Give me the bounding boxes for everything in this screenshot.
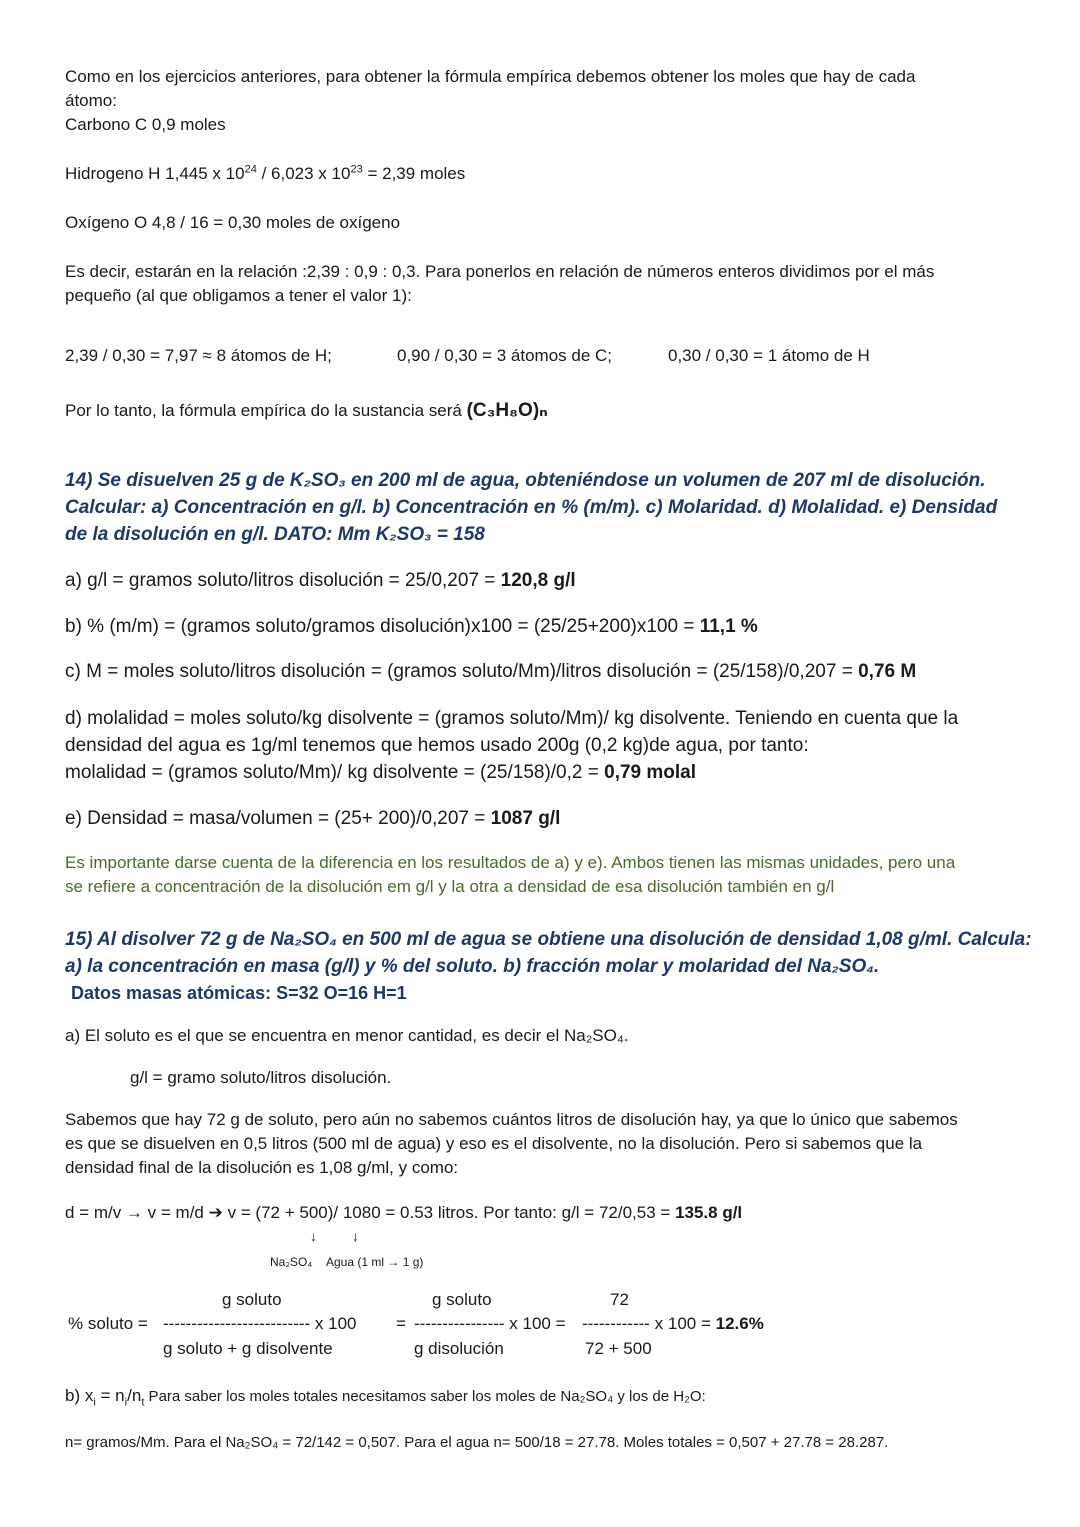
- fraction-3-numerator: 72: [610, 1290, 629, 1309]
- ex14-note-2: se refiere a concentración de la disolución em g/l y la otra a densidad de esa disolución también en g/l: [65, 877, 835, 896]
- ex14-title-3: de la disolución en g/l. DATO: Mm K₂SO₃ = 158: [65, 524, 485, 545]
- fraction-3-denominator: 72 + 500: [585, 1339, 652, 1358]
- label-na2so4: Na₂SO₄: [270, 1255, 313, 1269]
- equals-sign: =: [396, 1314, 406, 1333]
- fraction-1-numerator: g soluto: [222, 1290, 282, 1309]
- fraction-1-denominator: g soluto + g disolvente: [163, 1339, 333, 1358]
- arrow-down-icon: ↓: [352, 1228, 359, 1244]
- ex15-answer-a: a) El soluto es el que se encuentra en menor cantidad, es decir el Na₂SO₄.: [65, 1026, 629, 1045]
- empirical-formula: (C₃H₈O)ₙ: [466, 400, 548, 421]
- division-h: 2,39 / 0,30 = 7,97 ≈ 8 átomos de H;: [65, 346, 332, 365]
- ex14-note-1: Es importante darse cuenta de la diferencia en los resultados de a) y e). Ambos tienen las mismas unidades, pero una: [65, 853, 956, 872]
- division-o: 0,30 / 0,30 = 1 átomo de H: [668, 346, 870, 365]
- moles-line: n= gramos/Mm. Para el Na₂SO₄ = 72/142 = 0,507. Para el agua n= 500/18 = 27.78. Moles totales = 0,507 + 27.78 = 28.287.: [65, 1434, 889, 1451]
- relacion-line-1: Es decir, estarán en la relación :2,39 : 0,9 : 0,3. Para ponerlos en relación de números enteros dividimos por el más: [65, 262, 935, 281]
- ex14-answer-b: b) % (m/m) = (gramos soluto/gramos disolución)x100 = (25/25+200)x100 = 11,1 %: [65, 616, 758, 637]
- fraction-2-line: ---------------- x 100 =: [414, 1314, 566, 1333]
- fraction-1-line: -------------------------- x 100: [163, 1314, 357, 1333]
- oxigeno-line: Oxígeno O 4,8 / 16 = 0,30 moles de oxígeno: [65, 213, 401, 232]
- ex15-title-2: a) la concentración en masa (g/l) y % del soluto. b) fracción molar y molaridad del Na₂SO₄.: [65, 956, 880, 977]
- percent-soluto-label: % soluto =: [68, 1314, 148, 1333]
- ex14-answer-d-1: d) molalidad = moles soluto/kg disolvente = (gramos soluto/Mm)/ kg disolvente. Teniendo en cuenta que la: [65, 708, 959, 729]
- ex15-paragraph-3: densidad final de la disolución es 1,08 g/ml, y como:: [65, 1158, 459, 1177]
- density-equation: d = m/v → v = m/d ➔ v = (72 + 500)/ 1080 = 0.53 litros. Por tanto: g/l = 72/0,53 = 135.8 g/l: [65, 1203, 743, 1222]
- ex15-paragraph-2: es que se disuelven en 0,5 litros (500 ml de agua) y eso es el disolvente, no la disolución. Pero si sabemos que la: [65, 1134, 923, 1153]
- fraction-2-denominator: g disolución: [414, 1339, 504, 1358]
- label-agua: Agua (1 ml → 1 g): [326, 1255, 424, 1269]
- ex14-answer-c: c) M = moles soluto/litros disolución = (gramos soluto/Mm)/litros disolución = (25/158)/0,207 = 0,76 M: [65, 661, 917, 682]
- ex14-answer-d-2: densidad del agua es 1g/ml tenemos que hemos usado 200g (0,2 kg)de agua, por tanto:: [65, 735, 809, 756]
- hidrogeno-line: Hidrogeno H 1,445 x $10^{24} / 6,023$ x $10^{23} = 2,39$ moles: [65, 163, 466, 183]
- division-c: 0,90 / 0,30 = 3 átomos de C;: [397, 346, 612, 365]
- ex14-answer-a: a) g/l = gramos soluto/litros disolución = 25/0,207 = 120,8 g/l: [65, 570, 576, 591]
- arrow-down-icon: ↓: [310, 1228, 317, 1244]
- intro-line-1: Como en los ejercicios anteriores, para obtener la fórmula empírica debemos obtener los moles que hay de cada: [65, 67, 916, 86]
- intro-line-2: átomo:: [65, 91, 117, 110]
- fraction-2-numerator: g soluto: [432, 1290, 492, 1309]
- ex14-answer-d-3: molalidad = (gramos soluto/Mm)/ kg disolvente = (25/158)/0,2 = 0,79 molal: [65, 762, 697, 783]
- gl-definition: g/l = gramo soluto/litros disolución.: [130, 1068, 392, 1087]
- formula-line: Por lo tanto, la fórmula empírica do la sustancia será (C₃H₈O)ₙ: [65, 400, 548, 421]
- relacion-line-2: pequeño (al que obligamos a tener el valor 1):: [65, 286, 412, 305]
- ex15-title-1: 15) Al disolver 72 g de Na₂SO₄ en 500 ml de agua se obtiene una disolución de densidad 1,08 g/ml. Calcula:: [65, 929, 1032, 950]
- ex14-title-2: Calcular: a) Concentración en g/l. b) Concentración en % (m/m). c) Molaridad. d) Molalidad. e) Densidad: [65, 497, 998, 518]
- fraction-3-line: ------------ x 100 = 12.6%: [582, 1314, 764, 1333]
- ex15-datos: Datos masas atómicas: S=32 O=16 H=1: [71, 983, 407, 1003]
- ex14-answer-e: e) Densidad = masa/volumen = (25+ 200)/0,207 = 1087 g/l: [65, 808, 561, 829]
- ex14-title-1: 14) Se disuelven 25 g de K₂SO₃ en 200 ml de agua, obteniéndose un volumen de 207 ml de disolución.: [65, 470, 986, 491]
- carbono-line: Carbono C 0,9 moles: [65, 115, 226, 134]
- ex15-answer-b: b) $x_i = n_i/n_t$ Para saber los moles totales necesitamos saber los moles de Na₂SO₄ y los de H₂O:: [65, 1386, 706, 1409]
- ex15-paragraph-1: Sabemos que hay 72 g de soluto, pero aún no sabemos cuántos litros de disolución hay, ya que lo único que sabemos: [65, 1110, 958, 1129]
